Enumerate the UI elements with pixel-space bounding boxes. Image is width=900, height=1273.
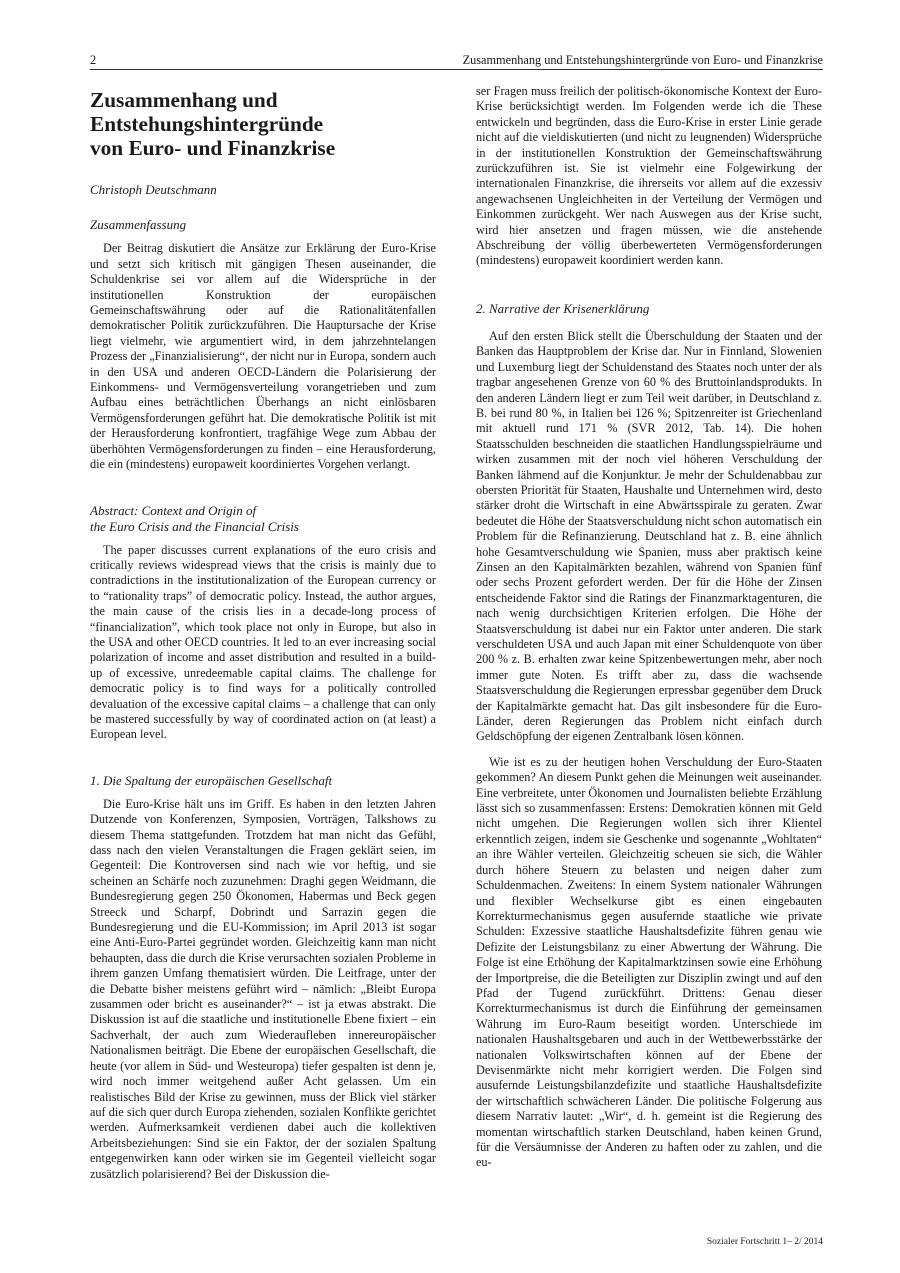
continuation-paragraph: ser Fragen muss freilich der politisch-ökonomische Kontext der Euro-Krise berücksichtigt werden. Im Folgenden werde ich die These entwickeln und begründen, dass die Euro-Krise in erster Linie gerade nicht auf die vieldiskutierten (und nicht zu leugnenden) Widersprüche in der institutionellen Konstruktion der Gemeinschaftswährung zurückzuführen ist. Sie ist vielmehr eine Folgewirkung der internationalen Finanzkrise, die ihrerseits vor allem auf die exzessiv angewachsenen Ungleichheiten in der Verteilung der Vermögen und Einkommen zurückgeht. Wer nach Auswegen aus der Krise sucht, wird hier ansetzen und fragen müssen, wie die anstehende Abschreibung der völlig überbewerteten Vermögensforderungen (mindestens) europaweit koordiniert werden kann.	[476, 84, 822, 268]
page-number: 2	[90, 53, 97, 67]
section-2-heading: 2. Narrative der Krisenerklärung	[476, 300, 650, 316]
abstract-heading-line: Abstract: Context and Origin of	[90, 502, 257, 518]
article-title	[90, 88, 436, 160]
abstract-heading	[90, 503, 436, 535]
title-line: Entstehungshintergründe	[90, 112, 324, 136]
running-header	[90, 52, 823, 70]
title-line: Zusammenhang und	[90, 88, 278, 112]
running-title: Zusammenhang und Entstehungshintergründe von Euro- und Finanzkrise	[462, 53, 823, 67]
section-1-text: Die Euro-Krise hält uns im Griff. Es haben in den letzten Jahren Dutzende von Konferenzen, Symposien, Vorträgen, Talkshows zu diesem Thema stattgefunden. Trotzdem hat man nicht das Gefühl, dass nach den vielen Veranstaltungen die Fragen geklärt seien, im Gegenteil: Die Kontroversen sind nach wie vor heftig, und sie scheinen an Schärfe noch zuzunehmen: Draghi gegen Weidmann, die Bundesregierung gegen 250 Ökonomen, Habermas und Beck gegen Streeck und Scharpf, Dobrindt und Sarrazin gegen die Bundesregierung und die EU-Kommission; im April 2013 ist sogar eine Anti-Euro-Partei gegründet worden. Gleichzeitig kann man nicht behaupten, dass die durch die Krise verursachten sozialen Probleme in ihrem ganzen Umfang thematisiert würden. Die Leitfrage, unter der die Debatte bisher meistens geführt wird – nämlich: „Bleibt Europa zusammen oder bricht es auseinander?“ – ist ja etwas abstrakt. Die Diskussion ist auf die staatliche und institutionelle Ebene fixiert – ein Sachverhalt, der auch zum Wiederaufleben innereuropäischer Nationalismen beiträgt. Die Ebene der europäischen Gesellschaft, die heute (vor allem in Süd- und Westeuropa) tiefer gespalten ist denn je, wird noch immer weitgehend außer Acht gelassen. Um ein realistisches Bild der Krise zu gewinnen, muss der Blick viel stärker auf die sich quer durch Europa ziehenden, sozialen Konflikte gerichtet werden. Aufmerksamkeit verdienen dabei auch die kollektiven Arbeitsbeziehungen: Sind sie ein Faktor, der der sozialen Spaltung entgegenwirken kann oder wirken sie im Gegenteil vielleicht sogar zusätzlich polarisierend? Bei der Diskussion die-	[90, 796, 436, 1181]
left-column	[90, 84, 436, 1182]
zusammenfassung-text: Der Beitrag diskutiert die Ansätze zur Erklärung der Euro-Krise und setzt sich kritisch mit gängigen Thesen auseinander, die Schuldenkrise sei vor allem auf die Widersprüche in der institutionellen Konstruktion der europäischen Gemeinschaftswährung oder auf die Rationalitätenfallen demokratischer Politik zurückzuführen. Die Hauptursache der Krise liegt vielmehr, wie argumentiert wird, in dem jahrzehntelangen Prozess der „Finanzialisierung“, der nicht nur in Europa, sondern auch in den USA und anderen OECD-Ländern die Polarisierung der Einkommens- und Vermögensverteilung vorangetrieben und zum Aufbau eines beträchtlichen Überhangs an nicht einlösbaren Vermögensforderungen geführt hat. Die demokratische Politik ist mit der Herausforderung konfrontiert, tragfähige Wege zum Abbau der überhöhten Vermögensforderungen zu finden – eine Herausforderung, die ein (mindestens) europaweit koordiniertes Vorgehen verlangt.	[90, 241, 436, 472]
author-name: Christoph Deutschmann	[90, 182, 217, 197]
section-1-heading: 1. Die Spaltung der europäischen Gesellschaft	[90, 772, 333, 788]
zusammenfassung-heading: Zusammenfassung	[90, 217, 187, 233]
section-2-paragraph-2: Wie ist es zu der heutigen hohen Verschuldung der Euro-Staaten gekommen? An diesem Punkt gehen die Meinungen weit auseinander. Eine verbreitete, unter Ökonomen und Journalisten beliebte Erzählung lässt sich so zusammenfassen: Erstens: Demokratien können mit Geld nicht umgehen. Die Regierungen wollen sich ihrer Klientel erkenntlich zeigen, indem sie Geschenke und sogenannte „Wohltaten“ an ihre Wähler verteilen. Gleichzeitig scheuen sie sich, die Wähler durch höhere Steuern zu belasten und neigen daher zum Schuldenmachen. Zweitens: In einem System nationaler Währungen und flexibler Wechselkurse gibt es einen eingebauten Korrekturmechanismus gegen ausufernde staatliche wie private Schulden: Exzessive staatliche Haushaltsdefizite führen genau wie Defizite der Leistungsbilanz zu einer Abwertung der Währung. Die Folge ist eine Erhöhung der Kapitalmarktzinsen sowie eine Erhöhung der Importpreise, die die Beteiligten zur Disziplin zwingt und auf den Pfad der Tugend zurückführt. Drittens: Genau dieser Korrekturmechanismus ist durch die Einführung der gemeinsamen Währung im Euro-Raum beseitigt worden. Unterschiede im nationalen Haushaltsgebaren und auch in der Wettbewerbsstärke der nationalen Volkswirtschaften können auf der Ebene der Devisenmärkte nicht mehr korrigiert werden. Die Folgen sind ausufernde Leistungsbilanzdefizite und staatliche Haushaltsdefizite der wirtschaftlich schwächeren Länder. Die politische Folgerung aus diesem Narrativ lautet: „Wir“, d. h. gemeint ist die Regierung des momentan wirtschaftlich starken Deutschland, haben keinen Grund, für die Versäumnisse der Anderen zu haften oder zu zahlen, und die eu-	[476, 754, 822, 1170]
journal-footer: Sozialer Fortschritt 1– 2/ 2014	[706, 1237, 823, 1247]
right-column	[476, 84, 822, 1171]
title-line: von Euro- und Finanzkrise	[90, 136, 336, 160]
abstract-heading-line: the Euro Crisis and the Financial Crisis	[90, 518, 299, 534]
section-2-paragraph-1: Auf den ersten Blick stellt die Überschuldung der Staaten und der Banken das Hauptproblem der Krise dar. Nur in Finnland, Slowenien und Luxemburg liegt der Schuldenstand des Staates noch unter der als tragbar angesehenen Grenze von 60 % des Bruttoinlandsprodukts. In den anderen Ländern liegt er zum Teil weit darüber, in Deutschland z. B. bei rund 80 %, in Italien bei 126 %; Spitzenreiter ist Griechenland mit aktuell rund 171 % (SVR 2012, Tab. 14). Die hohen Staatsschulden beschneiden die staatlichen Handlungsspielräume und wirken zusammen mit der noch viel höheren Verschuldung der Banken lähmend auf die Konjunktur. Je mehr der Schuldenabbau zur obersten Priorität für Staaten, Haushalte und Unternehmen wird, desto stärker droht die Wirtschaft in eine Abwärtsspirale zu geraten. Zwar bedeutet die Höhe der Staatsverschuldung nicht schon automatisch ein Problem für die Refinanzierung. Deutschland hat z. B. eine ähnlich hohe Gesamtverschuldung wie Spanien, muss aber praktisch keine Zinsen an den Kapitalmärkten bezahlen, während von Spanien fünf oder sechs Prozent gefordert werden. Der für die Höhe der Zinsen entscheidende Faktor sind die Ratings der Finanzmarktagenturen, die nach wenig durchsichtigen Kriterien erfolgen. Die Höhe der Staatsverschuldung ist dabei nur ein Faktor unter anderen. Die stark verschuldeten USA und auch Japan mit einer Schuldenquote von über 200 % z. B. erhalten zwar keine Spitzenbewertungen mehr, aber noch immer gute Noten. Es trifft aber zu, dass die wachsende Staatsverschuldung die Regierungen erpressbar gegenüber dem Druck der Kapitalmärkte gemacht hat. Das gilt insbesondere für die Euro-Länder, deren Regierungen das Problem nicht einfach durch Geldschöpfung der eigenen Zentralbank lösen können.	[476, 328, 822, 744]
abstract-text: The paper discusses current explanations of the euro crisis and critically reviews widespread views that the crisis is mainly due to contradictions in the institutionalization of the European currency or to “rationality traps” of democratic policy. Instead, the author argues, the main cause of the crisis lies in a decade-long process of “financialization”, which took place not only in Europe, but also in the USA and other OECD countries. It led to an ever increasing social polarization of income and asset distribution and resulted in a build-up of excessive, unredeemable capital claims. The challenge for democratic policy is to find ways for a politically controlled devaluation of the excessive capital claims – a challenge that can only be mastered successfully by way of coordinated action on (at least) a European level.	[90, 542, 436, 742]
